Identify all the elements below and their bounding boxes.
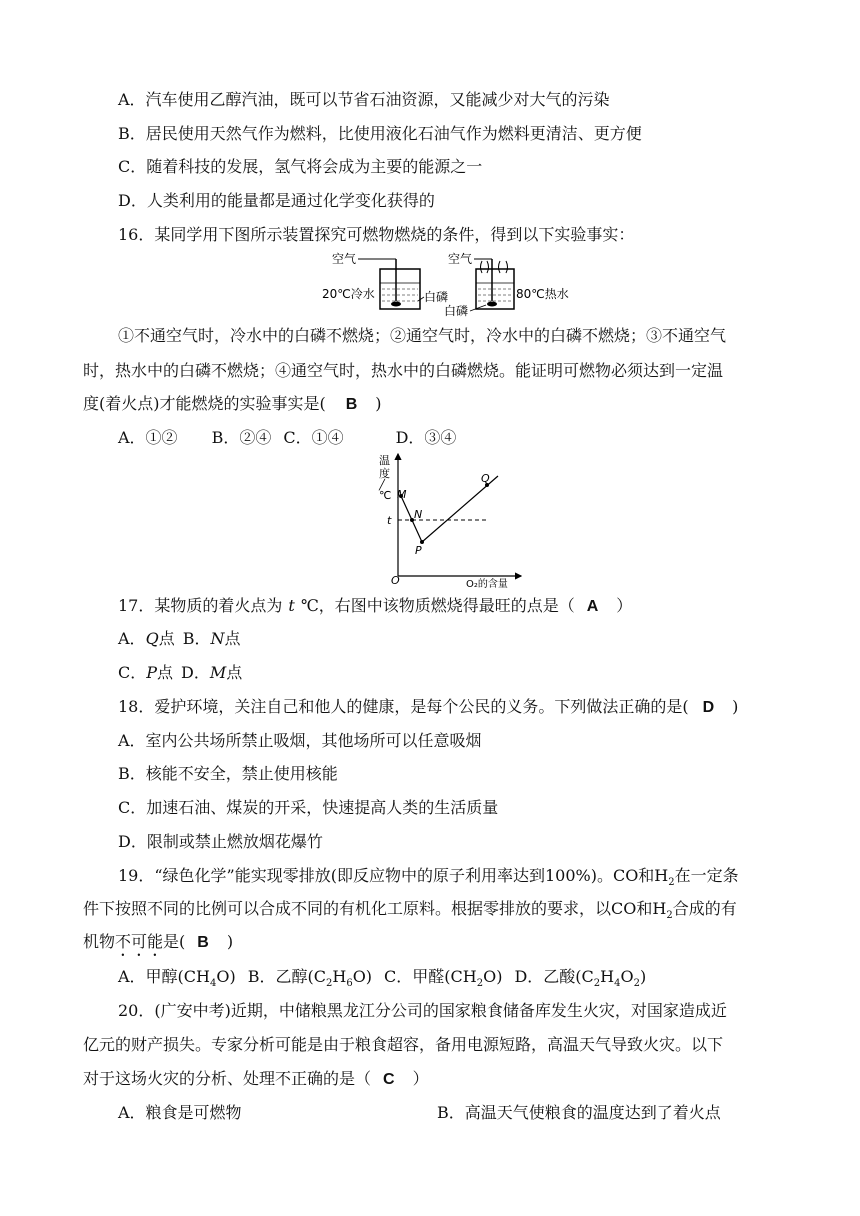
- q18-close-paren: ): [732, 697, 739, 716]
- x-axis-label: O₂的含量: [466, 579, 508, 588]
- q19-line-3-start: 机物: [83, 932, 116, 951]
- air-label-left: 空气: [332, 252, 357, 266]
- q19-line-1-end: 在一定条: [674, 866, 739, 885]
- cold-water-label: 20℃冷水: [322, 287, 375, 301]
- q19-option-c-text: C．甲醛(CH: [384, 967, 477, 986]
- q17-stem: [118, 595, 632, 618]
- q15-option-c: C．随着科技的发展，氢气将会成为主要的能源之一: [118, 157, 483, 176]
- q19-stem-line-3: [83, 931, 233, 960]
- q19-option-b-text: B．乙醇(C: [247, 967, 326, 986]
- q19-answer: B: [197, 934, 209, 951]
- q17-stem-end: ℃，右图中该物质燃烧得最旺的点是（: [300, 596, 575, 615]
- q19-option-a-text: A．甲醇(CH: [118, 967, 210, 986]
- q18-option-a: A．室内公共场所禁止吸烟，其他场所可以任意吸烟: [118, 731, 482, 750]
- point-p-label: P: [415, 544, 422, 557]
- q19-line-2-start: 件下按照不同的比例可以合成不同的有机化工原料。根据零排放的要求，以CO和H: [83, 899, 667, 918]
- q20-line-3-text: 对于这场火灾的分析、处理不正确的是（: [83, 1069, 372, 1088]
- q16-facts-line-3: [83, 393, 382, 416]
- q19-option-a: [118, 967, 236, 990]
- q16-option-a: A．①②: [118, 428, 178, 447]
- q17-option-a-var: Q: [145, 629, 159, 648]
- q16-option-c: C．①④: [283, 428, 344, 447]
- q17-option-d-unit: 点: [226, 663, 243, 682]
- q15-option-d: D．人类利用的能量都是通过化学变化获得的: [118, 191, 435, 210]
- q19-close-paren: ): [226, 932, 234, 951]
- q19-option-d: [514, 967, 647, 990]
- q17-option-c-unit: 点: [157, 663, 174, 682]
- q19-option-d-mid: H: [600, 967, 615, 986]
- q17-option-b-var: N: [210, 629, 225, 648]
- y-axis-label-4: ℃: [379, 489, 392, 502]
- q19-option-c-end: O): [483, 967, 503, 986]
- q20-option-b: B．高温天气使粮食的温度达到了着火点: [437, 1103, 721, 1122]
- q17-option-a-letter: A．: [118, 629, 146, 648]
- q19-option-d-text: D．乙酸(C: [514, 967, 594, 986]
- q17-close-paren: ）: [616, 596, 633, 615]
- q19-options: [118, 966, 646, 988]
- y-axis-label-3: ╱: [379, 480, 386, 491]
- q17-option-b-letter: B．: [182, 629, 211, 648]
- combustion-apparatus-diagram: [320, 247, 582, 319]
- q16-option-d: D．③④: [395, 428, 457, 447]
- q19-line-1-start: 19．“绿色化学”能实现零排放(即反应物中的原子利用率达到100%)。CO和H: [118, 866, 669, 885]
- q17-option-d-var: M: [209, 663, 227, 682]
- point-m-label: M: [397, 488, 407, 501]
- q20-stem-line-3: [83, 1068, 429, 1091]
- q18-option-d: D．限制或禁止燃放烟花爆竹: [118, 832, 323, 851]
- q18-option-b: B．核能不安全，禁止使用核能: [118, 764, 338, 783]
- q19-stem-line-1: [118, 865, 739, 887]
- q19-line-2-end: 合成的有: [672, 899, 737, 918]
- q18-answer: D: [702, 699, 715, 716]
- q20-option-a: A．粮食是可燃物: [118, 1103, 242, 1122]
- q19-line-3-end: 是(: [163, 932, 186, 951]
- q20-stem-line-1: 20．(广安中考)近期，中储粮黑龙江分公司的国家粮食储备库发生火灾，对国家造成近: [118, 1001, 727, 1020]
- q19-option-b-end: O): [352, 967, 373, 986]
- q19-option-c-sub: 2: [476, 978, 484, 990]
- q16-facts-line-1: ①不通空气时，冷水中的白磷不燃烧；②通空气时，冷水中的白磷不燃烧；③不通空气: [118, 326, 727, 345]
- q19-emphasis-text: 不可能: [115, 932, 164, 951]
- point-q-label: Q: [481, 472, 490, 485]
- q17-t-variable: t: [288, 596, 295, 615]
- t-label: t: [387, 514, 392, 527]
- q19-option-d-sub-3: 2: [633, 978, 640, 990]
- q20-close-paren: ）: [412, 1069, 429, 1088]
- q19-option-d-sub-2: 4: [614, 978, 621, 990]
- q17-option-c-var: P: [146, 663, 158, 682]
- q18-option-c: C．加速石油、煤炭的开采，快速提高人类的生活质量: [118, 798, 499, 817]
- q17-options-row-1: [118, 628, 240, 650]
- q17-answer: A: [586, 598, 599, 615]
- q19-option-d-sub-1: 2: [593, 978, 601, 990]
- q16-question-text: 度(着火点)才能燃烧的实验事实是(: [83, 394, 326, 413]
- q19-option-d-o: O: [620, 967, 634, 986]
- q16-stem: 16．某同学用下图所示装置探究可燃物燃烧的条件，得到以下实验事实：: [118, 225, 635, 244]
- y-axis-label-2: 度: [379, 467, 390, 480]
- q20-stem-line-2: 亿元的财产损失。专家分析可能是由于粮食超容，备用电源短路，高温天气导致火灾。以下: [83, 1035, 724, 1054]
- q17-option-a-unit: 点: [158, 629, 175, 648]
- q19-option-a-end: O): [216, 967, 236, 986]
- hot-water-label: 80℃热水: [516, 287, 569, 301]
- q17-option-b-unit: 点: [224, 629, 241, 648]
- q19-option-d-end: ): [640, 967, 647, 986]
- air-label-right: 空气: [448, 252, 473, 266]
- q19-option-b: [247, 967, 373, 990]
- y-axis-label-1: 温: [379, 454, 390, 467]
- white-phosphorus-label-right: 白磷: [444, 304, 469, 318]
- q20-answer: C: [383, 1071, 395, 1088]
- white-phosphorus-label-left: 白磷: [424, 290, 449, 304]
- q16-close-paren: ): [375, 394, 382, 413]
- q17-option-d-letter: D．: [181, 663, 210, 682]
- point-n-label: N: [414, 508, 423, 521]
- q19-option-a-sub: 4: [210, 978, 217, 990]
- q19-option-b-sub-1: 2: [325, 978, 333, 990]
- q17-option-c-letter: C．: [118, 663, 147, 682]
- q15-option-a: A．汽车使用乙醇汽油，既可以节省石油资源，又能减少对大气的污染: [118, 90, 610, 109]
- ignition-temperature-graph: [365, 452, 525, 588]
- q19-h2-subscript-2: 2: [666, 910, 673, 922]
- q18-stem-text: 18．爱护环境，关注自己和他人的健康，是每个公民的义务。下列做法正确的是(: [118, 697, 689, 716]
- q15-option-b: B．居民使用天然气作为燃料，比使用液化石油气作为燃料更清洁、更方便: [118, 124, 642, 143]
- origin-label: O: [391, 574, 400, 587]
- q19-option-b-mid: H: [332, 967, 347, 986]
- q18-stem: [118, 696, 738, 719]
- q19-option-b-sub-2: 6: [346, 978, 353, 990]
- q16-answer: B: [345, 396, 358, 413]
- q19-stem-line-2: [83, 898, 737, 920]
- q19-option-c: [384, 967, 503, 990]
- q19-h2-subscript-1: 2: [668, 877, 675, 889]
- q16-option-b: B．②④: [211, 428, 272, 447]
- q16-options: [118, 427, 456, 449]
- q16-facts-line-2: 时，热水中的白磷不燃烧；④通空气时，热水中的白磷燃烧。能证明可燃物必须达到一定温: [83, 361, 724, 380]
- q17-stem-start: 17．某物质的着火点为: [118, 596, 283, 615]
- q17-options-row-2: [118, 662, 242, 684]
